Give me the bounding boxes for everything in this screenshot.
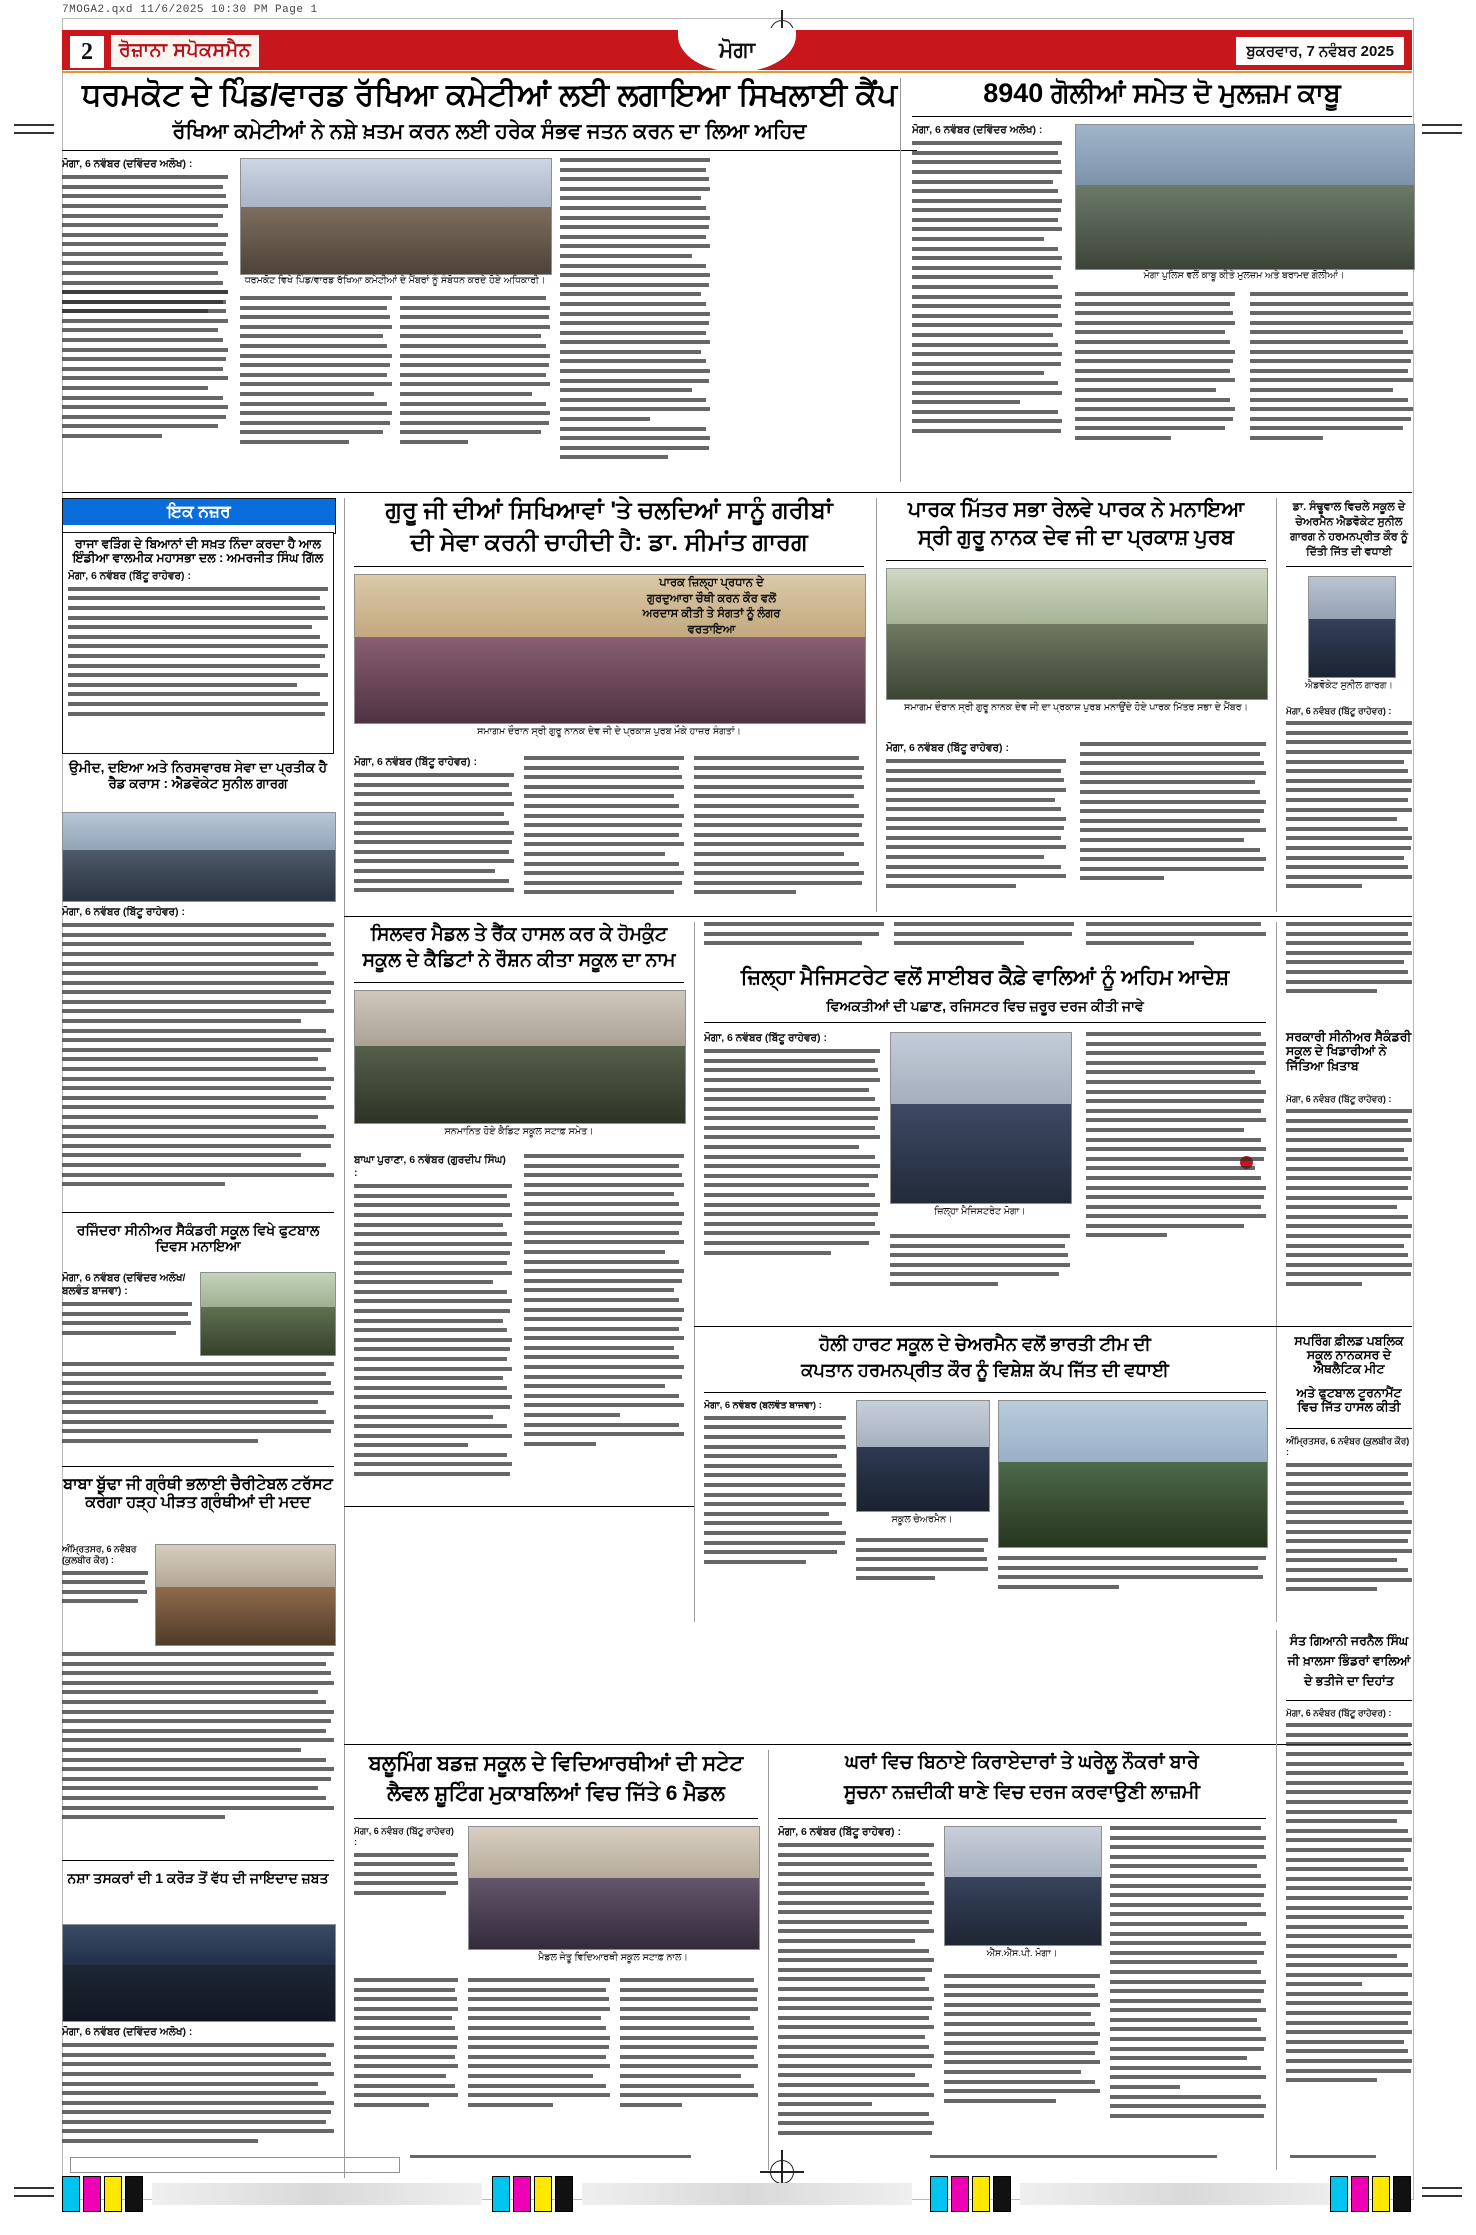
park-photo: [886, 568, 1268, 700]
rent-col-1: [778, 1826, 934, 2166]
park-headline-1: ਪਾਰਕ ਮਿੱਤਰ ਸਭਾ ਰੇਲਵੇ ਪਾਰਕ ਨੇ ਮਨਾਇਆ: [907, 498, 1245, 521]
sant-headline-1: ਸੰਤ ਗਿਆਨੀ ਜਰਨੈਲ ਸਿੰਘ: [1289, 1634, 1409, 1648]
publication-date: ਬੁਕਰਵਾਰ, 7 ਨਵੰਬਰ 2025: [1234, 35, 1406, 67]
sant-rule: [1286, 1700, 1412, 1701]
swatch-black: [125, 2176, 143, 2212]
shooting-headline-1: ਬਲੂਮਿੰਗ ਬਡਜ਼ ਸਕੂਲ ਦੇ ਵਿਦਿਆਰਥੀਆਂ ਦੀ ਸਟੇਟ: [368, 1752, 744, 1775]
dc-headline: ਜ਼ਿਲ੍ਹਾ ਮੈਜਿਸਟਰੇਟ ਵਲੋਂ ਸਾਈਬਰ ਕੈਫ਼ੇ ਵਾਲਿਆਂ ਨੂੰ ਅਹਿਮ ਆਦੇਸ਼: [740, 966, 1230, 989]
dc-subhead: ਵਿਅਕਤੀਆਂ ਦੀ ਪਛਾਣ, ਰਜਿਸਟਰ ਵਿਚ ਜ਼ਰੂਰ ਦਰਜ ਕੀਤੀ ਜਾਵੇ: [826, 998, 1144, 1014]
section-rule-4: [344, 1506, 694, 1507]
sarkari-dateline: ਮੋਗਾ, 6 ਨਵੰਬਰ (ਬਿੱਟੂ ਰਾਹੇਵਰ) :: [1286, 1094, 1392, 1104]
dc-col-3: [1086, 1032, 1266, 1314]
guru-col-2: [524, 756, 684, 912]
park-kicker: ਪਾਰਕ ਜ਼ਿਲ੍ਹਾ ਪ੍ਰਧਾਨ ਦੇ ਗੁਰਦੁਆਰਾ ਚੌਥੀ ਕਰਨ ਕੌਰ ਵਲੋਂ ਅਰਦਾਸ ਕੀਤੀ ਤੇ ਸੰਗਤਾਂ ਨੂੰ ਲੰਗਰ ਵਰਤਾਇਆ: [642, 577, 781, 636]
silver-col-2: [524, 1154, 684, 1494]
edition-tab: [678, 28, 796, 72]
lead-col-3: [400, 296, 550, 482]
dc-pre-col-2: [894, 922, 1074, 960]
bottom-text-mid-2: [930, 2155, 1220, 2169]
ik-nazar-item-4-body: [62, 1544, 148, 1648]
haryana-headline-1: ਹੋਲੀ ਹਾਰਟ ਸਕੂਲ ਦੇ ਚੇਅਰਮੈਨ ਵਲੋਂ ਭਾਰਤੀ ਟੀਮ ਦੀ: [819, 1334, 1151, 1354]
haryana-team-photo: [998, 1400, 1268, 1548]
top-right-col-3: [1250, 292, 1413, 482]
dc-dateline: ਮੋਗਾ, 6 ਨਵੰਬਰ (ਬਿੱਟੂ ਰਾਹੇਵਰ) :: [704, 1032, 827, 1044]
divider-park-advocate: [1276, 498, 1277, 912]
haryana-photo-caption: ਸਕੂਲ ਚੇਅਰਮੈਨ।: [891, 1514, 953, 1525]
swatch-cyan-4: [1330, 2176, 1348, 2212]
lead-col-4: [560, 158, 710, 482]
top-right-photo: [1075, 124, 1415, 270]
rent-headline-1: ਘਰਾਂ ਵਿਚ ਬਿਠਾਏ ਕਿਰਾਏਦਾਰਾਂ ਤੇ ਘਰੇਲੂ ਨੌਕਰਾਂ ਬਾਰੇ: [845, 1752, 1199, 1773]
prepress-slug: 7MOGA2.qxd 11/6/2025 10:30 PM Page 1: [62, 4, 318, 16]
newspaper-brand: ਰੋਜ਼ਾਨਾ ਸਪੋਕਸਮੈਨ: [110, 34, 260, 68]
silver-rule: [354, 982, 684, 983]
ik-nazar-item-3-body: [62, 1272, 192, 1358]
top-right-headline: 8940 ਗੋਲੀਆਂ ਸਮੇਤ ਦੋ ਮੁਲਜ਼ਮ ਕਾਬੂ: [983, 78, 1341, 108]
sarkari-body: [1286, 1094, 1412, 1318]
lead-subhead: ਰੱਖਿਆ ਕਮੇਟੀਆਂ ਨੇ ਨਸ਼ੇ ਖ਼ਤਮ ਕਰਨ ਲਈ ਹਰੇਕ ਸੰਭਵ ਜਤਨ ਕਰਨ ਦਾ ਲਿਆ ਅਹਿਦ: [172, 120, 807, 143]
shooting-col-1b: [354, 1978, 458, 2168]
crop-mark-left-top: [14, 124, 54, 126]
shooting-dateline: ਮੋਗਾ, 6 ਨਵੰਬਰ (ਬਿੱਟੂ ਰਾਹੇਵਰ) :: [354, 1826, 454, 1848]
swatch-black-4: [1393, 2176, 1411, 2212]
haryana-portrait: [856, 1400, 990, 1512]
section-rule-5: [344, 1744, 1412, 1745]
advocate-dateline: ਮੋਗਾ, 6 ਨਵੰਬਰ (ਬਿੱਟੂ ਰਾਹੇਵਰ) :: [1286, 706, 1392, 716]
bottom-text-right: [1290, 2155, 1410, 2169]
advocate-photo-caption: ਐਡਵੋਕੇਟ ਸੁਨੀਲ ਗਾਰਗ।: [1305, 680, 1393, 691]
top-right-col-2: [1075, 292, 1235, 482]
divider-lead-right: [900, 78, 901, 482]
ik-nazar-item-5-photo: [62, 1924, 336, 2022]
athletic-headline-2: ਅਤੇ ਫੁਟਬਾਲ ਟੂਰਨਾਮੈਂਟ ਵਿਚ ਜਿੱਤ ਹਾਸਲ ਕੀਤੀ: [1296, 1386, 1402, 1414]
guru-headline-1: ਗੁਰੂ ਜੀ ਦੀਆਂ ਸਿਖਿਆਵਾਂ 'ਤੇ ਚਲਦਿਆਂ ਸਾਨੂੰ ਗਰੀਬਾਂ: [385, 497, 833, 524]
haryana-dateline: ਮੋਗਾ, 6 ਨਵੰਬਰ (ਬਲਵੰਤ ਬਾਜਵਾ) :: [704, 1400, 822, 1411]
ik-nazar-rule-4: [62, 1466, 334, 1467]
section-rule-3: [694, 1326, 1412, 1327]
haryana-headline-2: ਕਪਤਾਨ ਹਰਮਨਪ੍ਰੀਤ ਕੌਰ ਨੂੰ ਵਿਸ਼ੇਸ਼ ਕੱਪ ਜਿੱਤ ਦੀ ਵਧਾਈ: [801, 1360, 1169, 1380]
dc-pre-col-3: [1086, 922, 1266, 960]
ik-nazar-title: ਇਕ ਨਜ਼ਰ: [63, 499, 335, 525]
ik-nazar-item-4-dateline: ਅੰਮ੍ਰਿਤਸਰ, 6 ਨਵੰਬਰ (ਕੁਲਬੀਰ ਕੌਰ) :: [62, 1544, 137, 1566]
rent-rule: [778, 1818, 1266, 1819]
lead-headline: ਧਰਮਕੋਟ ਦੇ ਪਿੰਡ/ਵਾਰਡ ਰੱਖਿਆ ਕਮੇਟੀਆਂ ਲਈ ਲਗਾਇਆ ਸਿਖਲਾਈ ਕੈਂਪ: [82, 77, 897, 112]
ik-nazar-item-3-photo: [200, 1272, 336, 1356]
lead-photo-caption: ਧਰਮਕੋਟ ਵਿਖੇ ਪਿੰਡ/ਵਾਰਡ ਰੱਖਿਆ ਕਮੇਟੀਆਂ ਦੇ ਮੈਂਬਰਾਂ ਨੂੰ ਸੰਬੋਧਨ ਕਰਦੇ ਹੋਏ ਅਧਿਕਾਰੀ।: [244, 275, 546, 286]
ik-nazar-item-1-headline: ਰਾਜਾ ਵੜਿੰਗ ਦੇ ਬਿਆਨਾਂ ਦੀ ਸਖ਼ਤ ਨਿੰਦਾ ਕਰਦਾ ਹੈ ਆਲ ਇੰਡੀਆ ਵਾਲਮੀਕ ਮਹਾਸਭਾ ਦਲ : ਅਮਰਜੀਤ ਸਿੰਘ ਗਿੱਲ: [72, 537, 324, 566]
shooting-rule: [354, 1818, 758, 1819]
ik-nazar-rule-5: [62, 1860, 334, 1861]
ik-nazar-item-2-body: [62, 906, 334, 1206]
crop-mark-right-top-2: [1422, 132, 1462, 134]
silver-col-1: [354, 1154, 512, 1494]
crop-mark-left-bottom-2: [14, 2195, 54, 2197]
sant-headline-2: ਜੀ ਖ਼ਾਲਸਾ ਭਿੰਡਰਾਂ ਵਾਲਿਆਂ: [1287, 1654, 1411, 1668]
divider-shooting-rent: [768, 1750, 769, 2170]
ik-nazar-header-box: [62, 498, 336, 534]
ik-nazar-item-2-photo: [62, 812, 336, 902]
haryana-rule: [704, 1392, 1266, 1393]
calibration-bar-2: [492, 2174, 912, 2214]
guru-photo-caption: ਸਮਾਗਮ ਦੌਰਾਨ ਸ੍ਰੀ ਗੁਰੂ ਨਾਨਕ ਦੇਵ ਜੀ ਦੇ ਪ੍ਰਕਾਸ਼ ਪੁਰਬ ਮੌਕੇ ਹਾਜ਼ਰ ਸੰਗਤਾਂ।: [477, 726, 741, 737]
silver-headline-2: ਸਕੂਲ ਦੇ ਕੈਡਿਟਾਂ ਨੇ ਰੌਸ਼ਨ ਕੀਤਾ ਸਕੂਲ ਦਾ ਨਾਮ: [362, 950, 676, 971]
park-kicker-block: [620, 576, 785, 638]
ik-nazar-item-3-dateline: ਮੋਗਾ, 6 ਨਵੰਬਰ (ਦਵਿੰਦਰ ਅਲੋਖ/ਬਲਵੰਤ ਬਾਜਵਾ) :: [62, 1272, 186, 1298]
guru-dateline: ਮੋਗਾ, 6 ਨਵੰਬਰ (ਬਿੱਟੂ ਰਾਹੇਵਰ) :: [354, 756, 477, 768]
lead-dateline: ਮੋਗਾ, 6 ਨਵੰਬਰ (ਦਵਿੰਦਰ ਅਲੋਖ) :: [62, 158, 193, 170]
ik-nazar-item-5-headline: ਨਸ਼ਾ ਤਸਕਰਾਂ ਦੀ 1 ਕਰੋੜ ਤੋਂ ਵੱਧ ਦੀ ਜਾਇਦਾਦ ਜ਼ਬਤ: [67, 1870, 329, 1886]
park-photo-caption: ਸਮਾਗਮ ਦੌਰਾਨ ਸ੍ਰੀ ਗੁਰੂ ਨਾਨਕ ਦੇਵ ਜੀ ਦਾ ਪ੍ਰਕਾਸ਼ ਪੁਰਬ ਮਨਾਉਂਦੇ ਹੋਏ ਪਾਰਕ ਮਿੱਤਰ ਸਭਾ ਦੇ ਮੈਂਬਰ।: [904, 702, 1248, 713]
haryana-col-1: [704, 1400, 846, 1622]
swatch-magenta-2: [513, 2176, 531, 2212]
advocate-portrait: [1308, 576, 1396, 678]
swatch-magenta-4: [1351, 2176, 1369, 2212]
dc-photo-caption: ਜ਼ਿਲ੍ਹਾ ਮੈਜਿਸਟਰੇਟ ਮੋਗਾ।: [934, 1206, 1026, 1217]
masthead: [62, 30, 1412, 70]
shooting-photo: [468, 1826, 760, 1950]
dc-col-2: [890, 1234, 1070, 1314]
shooting-headline-2: ਲੈਵਲ ਸ਼ੂਟਿੰਗ ਮੁਕਾਬਲਿਆਂ ਵਿਚ ਜਿੱਤੇ 6 ਮੈਡਲ: [387, 1782, 725, 1805]
advocate-rule: [1286, 566, 1412, 567]
advocate-body: [1286, 706, 1412, 912]
calibration-bar-4: [1330, 2174, 1414, 2214]
silver-photo: [354, 990, 686, 1124]
lead-col-1b: [62, 290, 228, 482]
top-right-col-1: [912, 124, 1062, 480]
athletic-body: [1286, 1436, 1412, 1622]
sant-body: [1286, 1708, 1412, 2168]
ik-nazar-item-1: [62, 532, 334, 754]
swatch-magenta: [83, 2176, 101, 2212]
page-number: 2: [68, 34, 106, 70]
swatch-yellow-2: [534, 2176, 552, 2212]
grey-ramp-1: [152, 2183, 482, 2205]
section-rule-1: [62, 492, 1412, 493]
section-rule-2: [344, 916, 1412, 917]
masthead-underline: [62, 71, 1412, 73]
rent-col-3: [1110, 1826, 1266, 2166]
ik-nazar-item-4-photo: [155, 1544, 336, 1646]
swatch-cyan-2: [492, 2176, 510, 2212]
bottom-text-left: [70, 2157, 400, 2173]
shooting-photo-caption: ਮੈਡਲ ਜੇਤੂ ਵਿਦਿਆਰਥੀ ਸਕੂਲ ਸਟਾਫ਼ ਨਾਲ।: [538, 1952, 688, 1963]
swatch-yellow: [104, 2176, 122, 2212]
top-right-photo-caption: ਮੋਗਾ ਪੁਲਿਸ ਵਲੋਂ ਕਾਬੂ ਕੀਤੇ ਮੁਲਜ਼ਮ ਅਤੇ ਬਰਾਮਦ ਗੋਲੀਆਂ।: [1143, 270, 1345, 281]
grey-ramp-3: [1020, 2183, 1350, 2205]
ik-nazar-item-4-headline: ਬਾਬਾ ਬੁੱਢਾ ਜੀ ਗ੍ਰੰਥੀ ਭਲਾਈ ਚੈਰੀਟੇਬਲ ਟਰੱਸਟ ਕਰੇਗਾ ਹੜ੍ਹ ਪੀੜਤ ਗ੍ਰੰਥੀਆਂ ਦੀ ਮਦਦ: [63, 1476, 333, 1512]
ik-nazar-item-2-headline: ਉਮੀਦ, ਦਇਆ ਅਤੇ ਨਿਰਸਵਾਰਥ ਸੇਵਾ ਦਾ ਪ੍ਰਤੀਕ ਹੈ ਰੈਡ ਕਰਾਸ : ਐਡਵੋਕੇਟ ਸੁਨੀਲ ਗਾਰਗ: [68, 760, 328, 791]
dc-pre-col: [704, 922, 884, 960]
rent-headline-2: ਸੂਚਨਾ ਨਜ਼ਦੀਕੀ ਥਾਣੇ ਵਿਚ ਦਰਜ ਕਰਵਾਉਣੀ ਲਾਜ਼ਮੀ: [844, 1782, 1200, 1803]
divider-guru-park: [876, 498, 877, 912]
top-right-rule: [912, 116, 1412, 117]
sarkari-headline: ਸਰਕਾਰੀ ਸੀਨੀਅਰ ਸੈਕੰਡਰੀ ਸਕੂਲ ਦੇ ਖਿਡਾਰੀਆਂ ਨੇ ਜਿੱਤਿਆ ਖ਼ਿਤਾਬ: [1286, 1030, 1412, 1073]
sarkari-pre-body: [1286, 922, 1412, 1026]
guru-col-1: [354, 756, 514, 912]
park-rule: [886, 560, 1266, 561]
swatch-black-2: [555, 2176, 573, 2212]
crop-mark-right-top: [1422, 124, 1462, 126]
rent-col-2: [944, 1974, 1100, 2166]
divider-col-1: [344, 498, 345, 2178]
swatch-black-3: [993, 2176, 1011, 2212]
silver-dateline: ਬਾਘਾ ਪੁਰਾਣਾ, 6 ਨਵੰਬਰ (ਗੁਰਦੀਪ ਸਿੰਘ) :: [354, 1154, 506, 1180]
park-headline-2: ਸ੍ਰੀ ਗੁਰੂ ਨਾਨਕ ਦੇਵ ਜੀ ਦਾ ਪ੍ਰਕਾਸ਼ ਪੁਰਬ: [918, 526, 1234, 549]
haryana-col-3: [998, 1556, 1266, 1622]
top-right-dateline: ਮੋਗਾ, 6 ਨਵੰਬਰ (ਦਵਿੰਦਰ ਅਲੋਖ) :: [912, 124, 1043, 136]
divider-dc-sarkari: [1276, 922, 1277, 1622]
park-col-1: [886, 742, 1066, 912]
silver-headline-1: ਸਿਲਵਰ ਮੈਡਲ ਤੇ ਰੈਂਕ ਹਾਸਲ ਕਰ ਕੇ ਹੋਮਕੁੰਟ: [370, 924, 668, 945]
sant-dateline: ਮੋਗਾ, 6 ਨਵੰਬਰ (ਬਿੱਟੂ ਰਾਹੇਵਰ) :: [1286, 1708, 1392, 1718]
ik-nazar-item-3-headline: ਰਜਿੰਦਰਾ ਸੀਨੀਅਰ ਸੈਕੰਡਰੀ ਸਕੂਲ ਵਿਖੇ ਫੁਟਬਾਲ ਦਿਵਸ ਮਨਾਇਆ: [76, 1222, 320, 1255]
guru-photo: [354, 574, 866, 724]
crop-mark-right-bottom: [1422, 2187, 1462, 2189]
calibration-bar-1: [62, 2174, 482, 2214]
rent-dateline: ਮੋਗਾ, 6 ਨਵੰਬਰ (ਬਿੱਟੂ ਰਾਹੇਵਰ) :: [778, 1826, 901, 1838]
crop-mark-left-bottom: [14, 2187, 54, 2189]
sant-headline-3: ਦੇ ਭਤੀਜੇ ਦਾ ਦਿਹਾਂਤ: [1304, 1674, 1394, 1688]
crop-mark-left-top-2: [14, 132, 54, 134]
calibration-bar-3: [930, 2174, 1350, 2214]
ik-nazar-rule-3: [62, 1212, 334, 1213]
guru-rule: [354, 566, 864, 567]
dc-photo: [890, 1032, 1072, 1204]
rent-photo-caption: ਐੱਸ.ਐੱਸ.ਪੀ. ਮੋਗਾ।: [986, 1948, 1058, 1959]
guru-col-3: [694, 756, 864, 912]
dc-rule: [704, 1022, 1266, 1023]
ik-nazar-item-5-dateline: ਮੋਗਾ, 6 ਨਵੰਬਰ (ਦਵਿੰਦਰ ਅਲੋਖ) :: [62, 2026, 193, 2038]
lead-photo: [240, 158, 552, 275]
rent-photo: [944, 1826, 1102, 1946]
swatch-yellow-4: [1372, 2176, 1390, 2212]
divider-rent-sant: [1276, 1630, 1277, 2170]
athletic-dateline: ਅੰਮ੍ਰਿਤਸਰ, 6 ਨਵੰਬਰ (ਕੁਲਬੀਰ ਕੌਰ) :: [1286, 1436, 1410, 1458]
ik-nazar-item-1-dateline: ਮੋਗਾ, 6 ਨਵੰਬਰ (ਬਿੱਟੂ ਰਾਹੇਵਰ) :: [68, 569, 191, 582]
silver-photo-caption: ਸਨਮਾਨਿਤ ਹੋਏ ਕੈਡਿਟ ਸਕੂਲ ਸਟਾਫ਼ ਸਮੇਤ।: [444, 1126, 594, 1137]
bottom-text-mid-1: [410, 2155, 700, 2169]
park-col-2: [1080, 742, 1266, 912]
swatch-cyan-3: [930, 2176, 948, 2212]
edition-label: ਮੋਗਾ: [718, 37, 756, 62]
lead-col-2: [240, 296, 392, 482]
ik-nazar-item-5-body: [62, 2026, 334, 2166]
grey-ramp-2: [582, 2183, 912, 2205]
guru-headline-2: ਦੀ ਸੇਵਾ ਕਰਨੀ ਚਾਹੀਦੀ ਹੈ: ਡਾ. ਸੀਮਾਂਤ ਗਾਰਗ: [410, 529, 808, 556]
advocate-kicker: ਡਾ. ਸੰਢੂਵਾਲ ਵਿਚਲੇ ਸਕੂਲ ਦੇ ਚੇਅਰਮੈਨ ਐਡਵੋਕੇਟ ਸੁਨੀਲ ਗਾਰਗ ਨੇ ਹਰਮਨਪ੍ਰੀਤ ਕੌਰ ਨੂੰ ਦਿੱਤੀ ਜਿੱਤ ਦੀ ਵਧਾਈ: [1290, 501, 1408, 558]
athletic-headline-1: ਸਪਰਿੰਗ ਫ਼ੀਲਡ ਪਬਲਿਕ ਸਕੂਲ ਨਾਨਕਸਰ ਦੇ ਐਥਲੈਟਿਕ ਮੀਟ: [1294, 1334, 1404, 1376]
crop-mark-right-bottom-2: [1422, 2195, 1462, 2197]
haryana-col-2: [856, 1538, 988, 1622]
shooting-col-2: [468, 1978, 610, 2168]
ik-nazar-item-2-dateline: ਮੋਗਾ, 6 ਨਵੰਬਰ (ਬਿੱਟੂ ਰਾਹੇਵਰ) :: [62, 906, 185, 918]
ik-nazar-item-1-body: [68, 570, 328, 720]
park-dateline: ਮੋਗਾ, 6 ਨਵੰਬਰ (ਬਿੱਟੂ ਰਾਹੇਵਰ) :: [886, 742, 1009, 754]
swatch-cyan: [62, 2176, 80, 2212]
dc-col-1: [704, 1032, 880, 1312]
shooting-col-3: [620, 1978, 758, 2168]
shooting-col-1: [354, 1826, 458, 1950]
ik-nazar-item-4-body-2: [62, 1652, 334, 1852]
athletic-rule: [1286, 1428, 1412, 1429]
swatch-yellow-3: [972, 2176, 990, 2212]
swatch-magenta-3: [951, 2176, 969, 2212]
divider-silver-dc: [694, 922, 695, 1622]
ik-nazar-item-3-body-2: [62, 1362, 334, 1458]
lead-rule: [62, 150, 917, 151]
